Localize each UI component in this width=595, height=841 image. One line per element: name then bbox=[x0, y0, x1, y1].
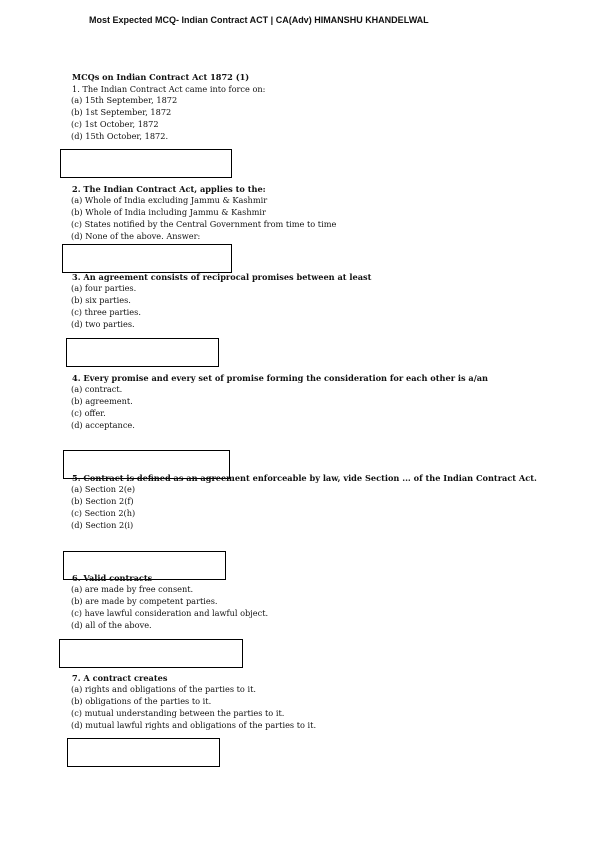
option-a: (a) contract. bbox=[71, 384, 123, 395]
option-b: (b) are made by competent parties. bbox=[71, 596, 218, 607]
question-stem: 3. An agreement consists of reciprocal promises between at least bbox=[72, 272, 372, 282]
option-a: (a) 15th September, 1872 bbox=[71, 95, 178, 106]
question-7 bbox=[72, 673, 542, 731]
question-stem: 4. Every promise and every set of promise forming the consideration for each other is a/an bbox=[72, 373, 488, 383]
option-d: (d) mutual lawful rights and obligations of the parties to it. bbox=[71, 719, 317, 730]
option-c: (c) Section 2(h) bbox=[71, 507, 136, 518]
question-stem: 5. Contract is defined as an agreement enforceable by law, vide Section ... of the Indian Contract Act. bbox=[72, 473, 537, 483]
option-d: (d) None of the above. Answer: bbox=[71, 230, 201, 241]
option-d: (d) all of the above. bbox=[71, 619, 152, 630]
question-stem: 2. The Indian Contract Act, applies to the: bbox=[72, 184, 266, 194]
answer-box-7[interactable] bbox=[67, 738, 220, 767]
option-b: (b) agreement. bbox=[71, 396, 133, 407]
option-d: (d) acceptance. bbox=[71, 419, 135, 430]
option-a: (a) four parties. bbox=[71, 283, 137, 294]
option-c: (c) States notified by the Central Government from time to time bbox=[71, 218, 337, 229]
option-c: (c) offer. bbox=[71, 407, 106, 418]
option-d: (d) two parties. bbox=[71, 318, 135, 329]
page-header: Most Expected MCQ- Indian Contract ACT | CA(Adv) HIMANSHU KHANDELWAL bbox=[89, 15, 429, 25]
question-stem: 6. Valid contracts bbox=[72, 573, 153, 583]
answer-box-3[interactable] bbox=[66, 338, 219, 367]
option-a: (a) rights and obligations of the parties to it. bbox=[71, 684, 256, 695]
option-a: (a) are made by free consent. bbox=[71, 584, 194, 595]
question-1 bbox=[72, 84, 542, 142]
option-b: (b) six parties. bbox=[71, 295, 131, 306]
section-title: MCQs on Indian Contract Act 1872 (1) bbox=[72, 72, 250, 82]
question-4 bbox=[72, 373, 542, 431]
answer-box-6[interactable] bbox=[59, 639, 243, 668]
question-stem: 1. The Indian Contract Act came into force on: bbox=[72, 84, 266, 94]
option-d: (d) Section 2(i) bbox=[71, 519, 134, 530]
question-3 bbox=[72, 272, 542, 330]
question-stem: 7. A contract creates bbox=[72, 673, 168, 683]
option-c: (c) mutual understanding between the parties to it. bbox=[71, 707, 285, 718]
answer-box-2[interactable] bbox=[62, 244, 232, 273]
option-c: (c) three parties. bbox=[71, 306, 141, 317]
question-6 bbox=[72, 573, 542, 631]
option-b: (b) Whole of India including Jammu & Kashmir bbox=[71, 207, 266, 218]
option-d: (d) 15th October, 1872. bbox=[71, 130, 169, 141]
option-b: (b) Section 2(f) bbox=[71, 496, 134, 507]
question-2 bbox=[72, 184, 542, 242]
option-a: (a) Section 2(e) bbox=[71, 484, 136, 495]
question-5 bbox=[72, 473, 542, 531]
answer-box-1[interactable] bbox=[60, 149, 232, 178]
option-a: (a) Whole of India excluding Jammu & Kashmir bbox=[71, 195, 268, 206]
option-c: (c) 1st October, 1872 bbox=[71, 118, 159, 129]
option-b: (b) 1st September, 1872 bbox=[71, 107, 172, 118]
option-b: (b) obligations of the parties to it. bbox=[71, 696, 212, 707]
option-c: (c) have lawful consideration and lawful object. bbox=[71, 607, 269, 618]
